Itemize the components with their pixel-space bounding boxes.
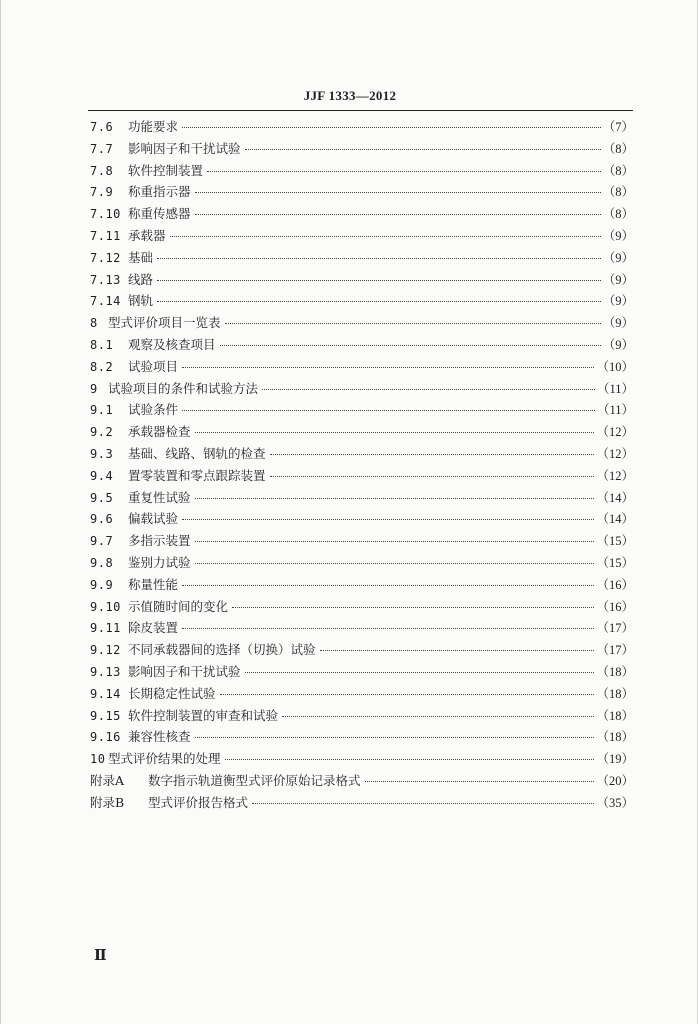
toc-entry[interactable] bbox=[90, 618, 634, 640]
toc-entry-title: 长期稳定性试验 bbox=[128, 685, 216, 701]
toc-entry-number: 7.7 bbox=[90, 141, 114, 156]
toc-entry-page: （18） bbox=[596, 708, 634, 723]
toc-entry[interactable] bbox=[90, 640, 634, 662]
toc-dot-leader bbox=[157, 258, 601, 259]
toc-entry-number: 附录A bbox=[90, 772, 125, 788]
toc-entry-page: （11） bbox=[596, 403, 634, 418]
toc-entry-page: （15） bbox=[596, 555, 634, 570]
toc-entry-page: （19） bbox=[596, 752, 634, 767]
toc-entry[interactable] bbox=[90, 793, 634, 815]
toc-dot-leader bbox=[225, 323, 601, 324]
toc-entry-title: 型式评价结果的处理 bbox=[108, 751, 221, 767]
toc-entry-number: 9.3 bbox=[90, 446, 114, 461]
toc-entry-title: 重复性试验 bbox=[128, 489, 191, 505]
toc-entry[interactable] bbox=[90, 422, 634, 444]
toc-entry-number: 7.10 bbox=[90, 207, 121, 222]
toc-entry-page: （14） bbox=[596, 490, 634, 505]
toc-entry[interactable] bbox=[90, 248, 634, 270]
toc-entry-number: 9.8 bbox=[90, 555, 114, 570]
toc-dot-leader bbox=[182, 410, 595, 411]
toc-dot-leader bbox=[195, 192, 601, 193]
toc-entry-title: 示值随时间的变化 bbox=[128, 598, 229, 614]
toc-entry-title: 称量性能 bbox=[128, 576, 179, 592]
toc-dot-leader bbox=[170, 236, 601, 237]
toc-entry-title: 多指示装置 bbox=[128, 533, 191, 549]
toc-entry-page: （12） bbox=[596, 425, 634, 440]
toc-entry[interactable] bbox=[90, 139, 634, 161]
toc-entry[interactable] bbox=[90, 182, 634, 204]
toc-entry-page: （9） bbox=[602, 316, 634, 331]
toc-dot-leader bbox=[195, 541, 595, 542]
toc-entry[interactable] bbox=[90, 531, 634, 553]
toc-entry-page: （18） bbox=[596, 664, 634, 679]
toc-entry[interactable] bbox=[90, 400, 634, 422]
toc-dot-leader bbox=[195, 214, 601, 215]
page-number: Ⅱ bbox=[94, 948, 107, 964]
toc-entry-number: 9.15 bbox=[90, 708, 121, 723]
toc-entry-number: 9.5 bbox=[90, 490, 114, 505]
toc-entry-number: 7.12 bbox=[90, 250, 121, 265]
header-rule bbox=[88, 110, 633, 111]
toc-entry-title: 基础 bbox=[128, 249, 154, 265]
toc-entry-page: （16） bbox=[596, 577, 634, 592]
toc-dot-leader bbox=[195, 737, 595, 738]
toc-dot-leader bbox=[220, 345, 601, 346]
toc-entry-title: 称重传感器 bbox=[128, 206, 191, 222]
toc-entry-number: 9.1 bbox=[90, 403, 114, 418]
toc-dot-leader bbox=[195, 563, 595, 564]
toc-entry-title: 承载器检查 bbox=[128, 424, 191, 440]
toc-dot-leader bbox=[182, 628, 594, 629]
toc-entry-title: 影响因子和干扰试验 bbox=[128, 663, 241, 679]
toc-entry-page: （8） bbox=[602, 141, 634, 156]
toc-entry-number: 9.6 bbox=[90, 512, 114, 527]
toc-entry-title: 型式评价项目一览表 bbox=[108, 315, 221, 331]
toc-entry-number: 10 bbox=[90, 752, 106, 767]
toc-entry[interactable] bbox=[90, 488, 634, 510]
toc-dot-leader bbox=[220, 694, 595, 695]
toc-entry-title: 不同承载器间的选择（切换）试验 bbox=[128, 642, 316, 658]
toc-entry-page: （17） bbox=[596, 643, 634, 658]
toc-dot-leader bbox=[182, 367, 594, 368]
toc-entry-title: 兼容性核查 bbox=[128, 729, 191, 745]
toc-entry[interactable] bbox=[90, 444, 634, 466]
toc-dot-leader bbox=[270, 476, 595, 477]
toc-entry[interactable] bbox=[90, 575, 634, 597]
toc-entry-title: 钢轨 bbox=[128, 293, 154, 309]
toc-entry-title: 试验项目的条件和试验方法 bbox=[108, 380, 259, 396]
toc-entry-title: 影响因子和干扰试验 bbox=[128, 140, 241, 156]
toc-entry-title: 除皮装置 bbox=[128, 620, 179, 636]
toc-entry-page: （9） bbox=[602, 294, 634, 309]
toc-entry-number: 9 bbox=[90, 381, 98, 396]
toc-entry-title: 置零装置和零点跟踪装置 bbox=[128, 467, 266, 483]
toc-dot-leader bbox=[207, 171, 601, 172]
toc-entry-page: （9） bbox=[602, 272, 634, 287]
toc-dot-leader bbox=[157, 301, 601, 302]
toc-entry-title: 称重指示器 bbox=[128, 184, 191, 200]
toc-dot-leader bbox=[245, 149, 601, 150]
toc-entry-page: （35） bbox=[596, 795, 634, 810]
toc-dot-leader bbox=[195, 498, 595, 499]
toc-entry[interactable] bbox=[90, 226, 634, 248]
toc-entry[interactable] bbox=[90, 706, 634, 728]
toc-entry[interactable] bbox=[90, 684, 634, 706]
toc-entry-page: （14） bbox=[596, 512, 634, 527]
toc-entry-number: 9.2 bbox=[90, 425, 114, 440]
toc-entry-number: 7.6 bbox=[90, 120, 114, 134]
toc-entry-page: （9） bbox=[602, 228, 634, 243]
toc-entry-title: 鉴别力试验 bbox=[128, 554, 191, 570]
toc-entry[interactable] bbox=[90, 771, 634, 793]
toc-entry-title: 观察及核查项目 bbox=[128, 336, 216, 352]
toc-entry-page: （18） bbox=[596, 686, 634, 701]
toc-entry-page: （8） bbox=[602, 163, 634, 178]
toc-entry[interactable] bbox=[90, 313, 634, 335]
toc-entry-number: 9.9 bbox=[90, 577, 114, 592]
toc-dot-leader bbox=[232, 607, 594, 608]
toc-entry-title: 软件控制装置的审查和试验 bbox=[128, 707, 279, 723]
toc-entry-number: 9.7 bbox=[90, 534, 114, 549]
toc-entry[interactable] bbox=[90, 662, 634, 684]
toc-entry-page: （15） bbox=[596, 534, 634, 549]
toc-dot-leader bbox=[270, 454, 595, 455]
toc-entry-number: 7.8 bbox=[90, 163, 114, 178]
toc-entry-number: 9.13 bbox=[90, 664, 121, 679]
toc-entry-page: （20） bbox=[596, 773, 634, 788]
toc-entry-page: （11） bbox=[596, 381, 634, 396]
toc-dot-leader bbox=[365, 781, 595, 782]
toc-entry[interactable] bbox=[90, 509, 634, 531]
toc-entry-title: 线路 bbox=[128, 271, 154, 287]
toc-entry-title: 试验项目 bbox=[128, 358, 179, 374]
toc-entry-title: 偏载试验 bbox=[128, 511, 179, 527]
toc-entry[interactable] bbox=[90, 117, 634, 139]
toc-entry-page: （8） bbox=[602, 185, 634, 200]
toc-entry[interactable] bbox=[90, 204, 634, 226]
toc-dot-leader bbox=[182, 127, 601, 128]
toc-entry-number: 8.2 bbox=[90, 359, 114, 374]
toc-entry[interactable] bbox=[90, 553, 634, 575]
toc-entry-number: 9.10 bbox=[90, 599, 121, 614]
toc-entry[interactable] bbox=[90, 357, 634, 379]
toc-entry-number: 7.9 bbox=[90, 185, 114, 200]
toc-entry-title: 型式评价报告格式 bbox=[148, 794, 249, 810]
toc-entry-page: （16） bbox=[596, 599, 634, 614]
toc-dot-leader bbox=[320, 650, 595, 651]
toc-entry-number: 7.14 bbox=[90, 294, 121, 309]
toc-entry-page: （10） bbox=[596, 359, 634, 374]
table-of-contents bbox=[90, 117, 634, 815]
toc-entry-number: 9.11 bbox=[90, 621, 121, 636]
toc-entry-page: （8） bbox=[602, 207, 634, 222]
toc-dot-leader bbox=[182, 585, 594, 586]
toc-entry-number: 7.11 bbox=[90, 228, 121, 243]
toc-entry[interactable] bbox=[90, 335, 634, 357]
toc-entry-title: 试验条件 bbox=[128, 402, 179, 418]
toc-dot-leader bbox=[195, 432, 595, 433]
toc-entry-number: 9.12 bbox=[90, 643, 121, 658]
toc-entry-number: 8.1 bbox=[90, 337, 114, 352]
toc-entry-number: 9.16 bbox=[90, 730, 121, 745]
toc-entry[interactable] bbox=[90, 466, 634, 488]
toc-dot-leader bbox=[282, 716, 594, 717]
toc-dot-leader bbox=[245, 672, 595, 673]
toc-dot-leader bbox=[157, 280, 601, 281]
toc-entry-title: 基础、线路、钢轨的检查 bbox=[128, 445, 266, 461]
toc-entry-page: （7） bbox=[602, 120, 634, 134]
toc-entry[interactable] bbox=[90, 597, 634, 619]
toc-entry[interactable] bbox=[90, 727, 634, 749]
toc-entry[interactable] bbox=[90, 749, 634, 771]
toc-dot-leader bbox=[182, 519, 594, 520]
toc-entry-number: 8 bbox=[90, 316, 98, 331]
toc-dot-leader bbox=[252, 803, 594, 804]
toc-dot-leader bbox=[225, 759, 595, 760]
toc-entry[interactable] bbox=[90, 379, 634, 401]
toc-entry[interactable] bbox=[90, 291, 634, 313]
toc-entry-page: （9） bbox=[602, 337, 634, 352]
toc-entry-title: 功能要求 bbox=[128, 119, 179, 134]
toc-entry-title: 软件控制装置 bbox=[128, 162, 204, 178]
toc-entry-page: （18） bbox=[596, 730, 634, 745]
standard-code: JJF 1333—2012 bbox=[303, 88, 397, 103]
toc-dot-leader bbox=[262, 389, 595, 390]
toc-entry-number: 9.4 bbox=[90, 468, 114, 483]
toc-entry-page: （9） bbox=[602, 250, 634, 265]
toc-entry[interactable] bbox=[90, 270, 634, 292]
toc-entry-page: （17） bbox=[596, 621, 634, 636]
toc-entry-title: 承载器 bbox=[128, 227, 166, 243]
toc-entry-number: 7.13 bbox=[90, 272, 121, 287]
toc-entry-number: 附录B bbox=[90, 794, 125, 810]
toc-entry-page: （12） bbox=[596, 446, 634, 461]
toc-entry[interactable] bbox=[90, 161, 634, 183]
toc-entry-title: 数字指示轨道衡型式评价原始记录格式 bbox=[148, 772, 361, 788]
toc-entry-number: 9.14 bbox=[90, 686, 121, 701]
toc-entry-page: （12） bbox=[596, 468, 634, 483]
